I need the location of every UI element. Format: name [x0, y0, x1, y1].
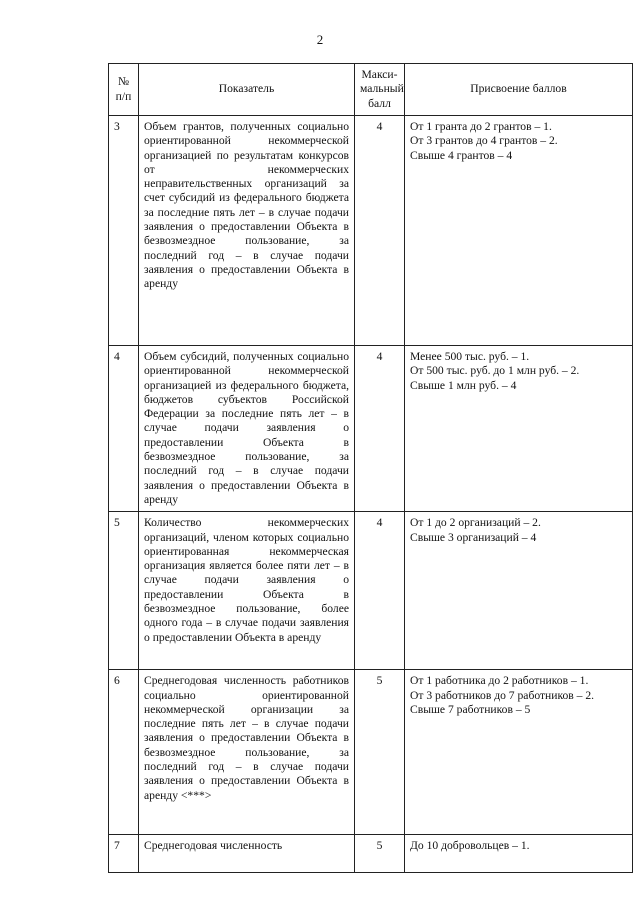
row-indicator: Объем субсидий, полученных социально ориентированной некоммерческой организацией из федерального бюджета, бюджетов субъектов Российской Федерации за последние пять лет – в случае подачи заявления о предоставлении Объекта в безвозмездное пользование, за последний год – в случае подачи заявления о предоставлении Объекта в аренду	[139, 346, 355, 512]
row-num: 6	[109, 670, 139, 835]
page-number: 2	[316, 32, 324, 47]
row-points	[405, 670, 633, 835]
header-num: № п/п	[109, 64, 139, 116]
header-max-score: Макси-мальный балл	[355, 64, 405, 116]
points-line: Свыше 1 млн руб. – 4	[410, 378, 517, 392]
row-points	[405, 346, 633, 512]
points-line: До 10 добровольцев – 1.	[410, 839, 530, 853]
header-points: Присвоение баллов	[405, 64, 633, 116]
scoring-table	[108, 63, 633, 873]
row-num: 5	[109, 512, 139, 670]
points-line: Менее 500 тыс. руб. – 1.	[410, 350, 530, 363]
points-line: От 1 работника до 2 работников – 1.	[410, 674, 589, 688]
row-max-score: 5	[355, 835, 405, 873]
row-num: 7	[109, 835, 139, 873]
row-indicator: Среднегодовая численность	[139, 835, 355, 873]
row-max-score: 4	[355, 512, 405, 670]
points-line: От 1 гранта до 2 грантов – 1.	[410, 120, 552, 133]
table-row	[109, 670, 633, 835]
points-line: От 500 тыс. руб. до 1 млн руб. – 2.	[410, 364, 580, 378]
points-line: От 3 работников до 7 работников – 2.	[410, 688, 595, 702]
points-line: Свыше 4 грантов – 4	[410, 148, 513, 162]
row-max-score: 4	[355, 346, 405, 512]
row-num: 3	[109, 116, 139, 346]
header-indicator: Показатель	[139, 64, 355, 116]
row-max-score: 4	[355, 116, 405, 346]
table-row	[109, 116, 633, 346]
table-row	[109, 512, 633, 670]
table-row	[109, 835, 633, 873]
points-line: Свыше 3 организаций – 4	[410, 530, 537, 544]
table-header-row	[109, 64, 633, 116]
row-points	[405, 835, 633, 873]
row-indicator: Количество некоммерческих организаций, членом которых социально ориентированная некоммерческая организация является более пяти лет – в случае подачи заявления о предоставлении Объекта в безвозмездное пользование, более одного года – в случае подачи заявления о предоставлении Объекта в аренду	[139, 512, 355, 670]
points-line: От 3 грантов до 4 грантов – 2.	[410, 134, 558, 148]
points-line: От 1 до 2 организаций – 2.	[410, 516, 541, 530]
table-row	[109, 346, 633, 512]
row-num: 4	[109, 346, 139, 512]
points-line: Свыше 7 работников – 5	[410, 702, 531, 716]
row-points	[405, 116, 633, 346]
row-max-score: 5	[355, 670, 405, 835]
row-points	[405, 512, 633, 670]
row-indicator: Среднегодовая численность работников социально ориентированной некоммерческой организации за последние пять лет – в случае подачи заявления о предоставлении Объекта в безвозмездное пользование, за последний год – в случае подачи заявления о предоставлении Объекта в аренду <***>	[139, 670, 355, 835]
row-indicator: Объем грантов, полученных социально ориентированной некоммерческой организацией по результатам конкурсов от некоммерческих неправительственных организаций за счет субсидий из федерального бюджета за последние пять лет – в случае подачи заявления о предоставлении Объекта в безвозмездное пользование, за последний год – в случае подачи заявления о предоставлении Объекта в аренду	[139, 116, 355, 346]
